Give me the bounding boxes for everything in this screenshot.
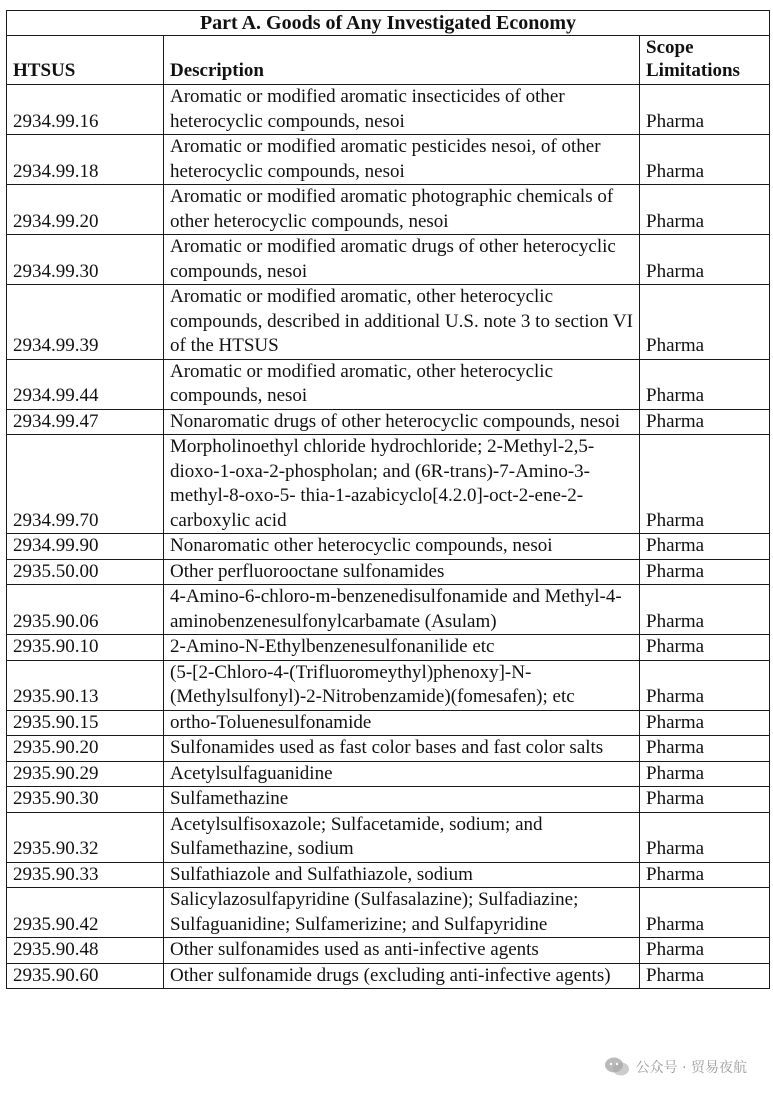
htsus-code: 2935.90.13	[7, 660, 164, 710]
htsus-code: 2935.90.15	[7, 710, 164, 736]
htsus-code: 2934.99.18	[7, 135, 164, 185]
scope-cell: Pharma	[640, 185, 770, 235]
table-row	[7, 559, 770, 585]
header-scope: Scope Limitations	[640, 36, 770, 85]
table-body	[7, 85, 770, 989]
table-row	[7, 660, 770, 710]
hts-table	[6, 10, 770, 989]
table-row	[7, 710, 770, 736]
htsus-code: 2934.99.30	[7, 235, 164, 285]
description-cell: Aromatic or modified aromatic, other heterocyclic compounds, nesoi	[164, 359, 640, 409]
description-cell: Other perfluorooctane sulfonamides	[164, 559, 640, 585]
scope-cell: Pharma	[640, 736, 770, 762]
header-row	[7, 36, 770, 85]
htsus-code: 2934.99.20	[7, 185, 164, 235]
description-cell: Sulfamethazine	[164, 787, 640, 813]
description-cell: Morpholinoethyl chloride hydrochloride; 2-Methyl-2,5-dioxo-1-oxa-2-phospholan; and (6R-trans)-7-Amino-3-methyl-8-oxo-5- thia-1-azabicyclo[4.2.0]-oct-2-ene-2- carboxylic acid	[164, 435, 640, 534]
scope-cell: Pharma	[640, 285, 770, 360]
table-row	[7, 787, 770, 813]
htsus-code: 2935.90.30	[7, 787, 164, 813]
htsus-code: 2935.90.33	[7, 862, 164, 888]
table-row	[7, 285, 770, 360]
table-row	[7, 736, 770, 762]
table-row	[7, 862, 770, 888]
header-description: Description	[164, 36, 640, 85]
header-htsus: HTSUS	[7, 36, 164, 85]
watermark	[604, 1056, 747, 1078]
description-cell: Aromatic or modified aromatic pesticides nesoi, of other heterocyclic compounds, nesoi	[164, 135, 640, 185]
table-row	[7, 635, 770, 661]
scope-cell: Pharma	[640, 888, 770, 938]
scope-cell: Pharma	[640, 710, 770, 736]
description-cell: Other sulfonamide drugs (excluding anti-infective agents)	[164, 963, 640, 989]
description-cell: Nonaromatic other heterocyclic compounds, nesoi	[164, 534, 640, 560]
table-row	[7, 235, 770, 285]
htsus-code: 2935.90.48	[7, 938, 164, 964]
scope-cell: Pharma	[640, 85, 770, 135]
htsus-code: 2935.90.60	[7, 963, 164, 989]
htsus-code: 2935.90.42	[7, 888, 164, 938]
document-page	[6, 10, 769, 989]
scope-cell: Pharma	[640, 359, 770, 409]
description-cell: 2-Amino-N-Ethylbenzenesulfonanilide etc	[164, 635, 640, 661]
description-cell: Acetylsulfaguanidine	[164, 761, 640, 787]
table-row	[7, 135, 770, 185]
scope-cell: Pharma	[640, 409, 770, 435]
htsus-code: 2935.90.29	[7, 761, 164, 787]
description-cell: Aromatic or modified aromatic, other heterocyclic compounds, described in additional U.S. note 3 to section VI of the HTSUS	[164, 285, 640, 360]
table-row	[7, 185, 770, 235]
scope-cell: Pharma	[640, 812, 770, 862]
table-row	[7, 409, 770, 435]
scope-cell: Pharma	[640, 660, 770, 710]
htsus-code: 2934.99.90	[7, 534, 164, 560]
scope-cell: Pharma	[640, 435, 770, 534]
htsus-code: 2935.90.32	[7, 812, 164, 862]
table-row	[7, 761, 770, 787]
watermark-text: 公众号 · 贸易夜航	[635, 1060, 747, 1076]
description-cell: Aromatic or modified aromatic photographic chemicals of other heterocyclic compounds, nesoi	[164, 185, 640, 235]
scope-cell: Pharma	[640, 534, 770, 560]
htsus-code: 2934.99.70	[7, 435, 164, 534]
table-row	[7, 534, 770, 560]
scope-cell: Pharma	[640, 862, 770, 888]
scope-cell: Pharma	[640, 635, 770, 661]
scope-cell: Pharma	[640, 559, 770, 585]
htsus-code: 2935.90.10	[7, 635, 164, 661]
description-cell: Aromatic or modified aromatic drugs of other heterocyclic compounds, nesoi	[164, 235, 640, 285]
htsus-code: 2934.99.16	[7, 85, 164, 135]
htsus-code: 2935.90.06	[7, 585, 164, 635]
htsus-code: 2935.50.00	[7, 559, 164, 585]
description-cell: Salicylazosulfapyridine (Sulfasalazine); Sulfadiazine; Sulfaguanidine; Sulfamerizine; and Sulfapyridine	[164, 888, 640, 938]
description-cell: Acetylsulfisoxazole; Sulfacetamide, sodium; and Sulfamethazine, sodium	[164, 812, 640, 862]
table-row	[7, 812, 770, 862]
table-row	[7, 85, 770, 135]
table-row	[7, 938, 770, 964]
scope-cell: Pharma	[640, 938, 770, 964]
description-cell: 4-Amino-6-chloro-m-benzenedisulfonamide and Methyl-4-aminobenzenesulfonylcarbamate (Asulam)	[164, 585, 640, 635]
wechat-icon	[604, 1056, 630, 1078]
description-cell: Sulfathiazole and Sulfathiazole, sodium	[164, 862, 640, 888]
scope-cell: Pharma	[640, 235, 770, 285]
description-cell: Other sulfonamides used as anti-infective agents	[164, 938, 640, 964]
htsus-code: 2934.99.47	[7, 409, 164, 435]
description-cell: Aromatic or modified aromatic insecticides of other heterocyclic compounds, nesoi	[164, 85, 640, 135]
description-cell: Sulfonamides used as fast color bases and fast color salts	[164, 736, 640, 762]
scope-cell: Pharma	[640, 761, 770, 787]
table-title: Part A. Goods of Any Investigated Economy	[7, 11, 770, 36]
table-row	[7, 888, 770, 938]
scope-cell: Pharma	[640, 787, 770, 813]
table-row	[7, 963, 770, 989]
table-row	[7, 585, 770, 635]
description-cell: (5-[2-Chloro-4-(Trifluoromeythyl)phenoxy]-N-(Methylsulfonyl)-2-Nitrobenzamide)(fomesafen); etc	[164, 660, 640, 710]
scope-cell: Pharma	[640, 135, 770, 185]
description-cell: ortho-Toluenesulfonamide	[164, 710, 640, 736]
table-row	[7, 359, 770, 409]
htsus-code: 2935.90.20	[7, 736, 164, 762]
scope-cell: Pharma	[640, 963, 770, 989]
scope-cell: Pharma	[640, 585, 770, 635]
htsus-code: 2934.99.44	[7, 359, 164, 409]
description-cell: Nonaromatic drugs of other heterocyclic compounds, nesoi	[164, 409, 640, 435]
htsus-code: 2934.99.39	[7, 285, 164, 360]
table-row	[7, 435, 770, 534]
